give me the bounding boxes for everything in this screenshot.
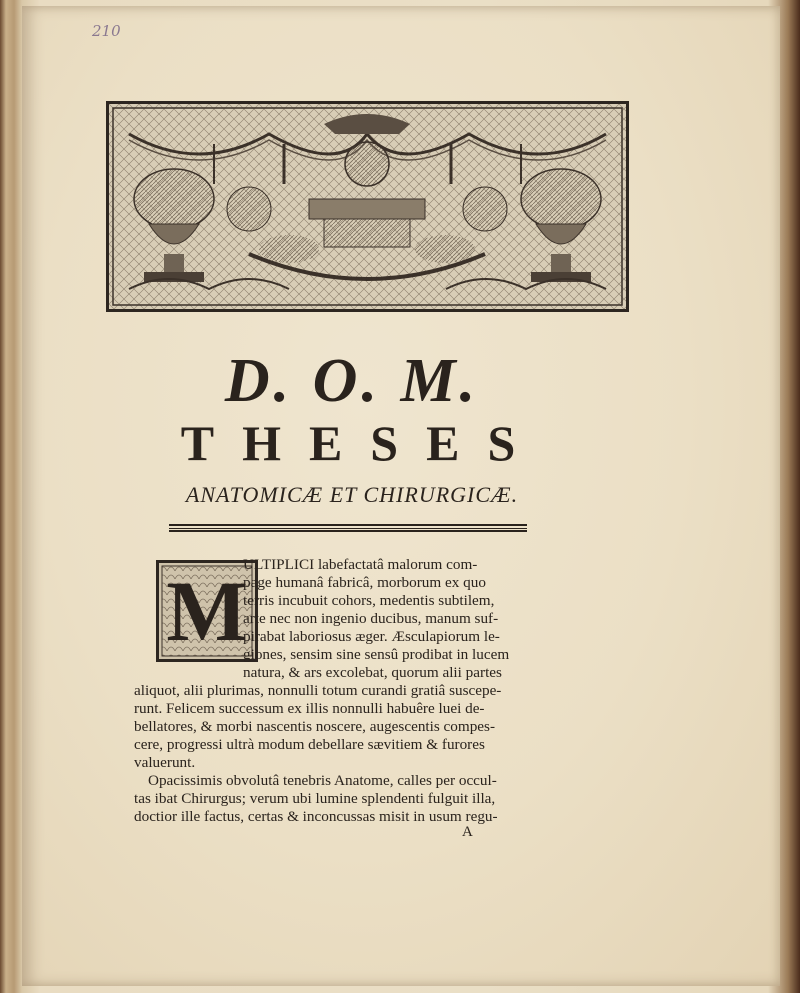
headpiece-ornament — [106, 101, 629, 312]
subtitle: ANATOMICÆ ET CHIRURGICÆ. — [185, 482, 519, 507]
text-line: valuerunt. — [134, 754, 196, 771]
text-line: natura, & ars excolebat, quorum alii partes — [243, 664, 502, 681]
text-line: page humanâ fabricâ, morborum ex quo — [243, 574, 486, 591]
text-line: ULTIPLICI labefactatâ malorum com- — [243, 556, 478, 573]
text-line: terris incubuit cohors, medentis subtilem, — [243, 592, 495, 609]
text-line: giones, sensim sine sensû prodibat in lucem — [243, 646, 510, 663]
text-line: runt. Felicem successum ex illis nonnulli habuêre luei de- — [134, 700, 485, 717]
text-line: pirabat laboriosus æger. Æsculapiorum le- — [243, 628, 500, 645]
dom-heading: D. O. M. — [224, 347, 480, 415]
theses-title: THESES — [180, 415, 544, 471]
initial-letter: M — [166, 563, 248, 659]
text-line: tas ibat Chirurgus; verum ubi lumine splendenti fulguit illa, — [134, 790, 496, 807]
folio-number: 210 — [92, 22, 121, 40]
ornament-engraving — [109, 104, 626, 309]
text-line: doctior ille factus, certas & inconcussas misit in usum regu- — [134, 808, 498, 825]
text-line: cere, progressi ultrà modum debellare sævitiem & furores — [134, 736, 485, 753]
text-line: bellatores, & morbi nascentis noscere, augescentis compes- — [134, 718, 496, 735]
divider-rule — [169, 524, 527, 532]
text-line: Opacissimis obvolutâ tenebris Anatome, calles per occul- — [148, 772, 497, 789]
text-line: arte nec non ingenio ducibus, manum suf- — [243, 610, 499, 627]
text-line: aliquot, alii plurimas, nonnulli totum curandi gratiâ suscepe- — [134, 682, 502, 699]
catchword: A — [462, 824, 473, 840]
page — [22, 6, 780, 986]
